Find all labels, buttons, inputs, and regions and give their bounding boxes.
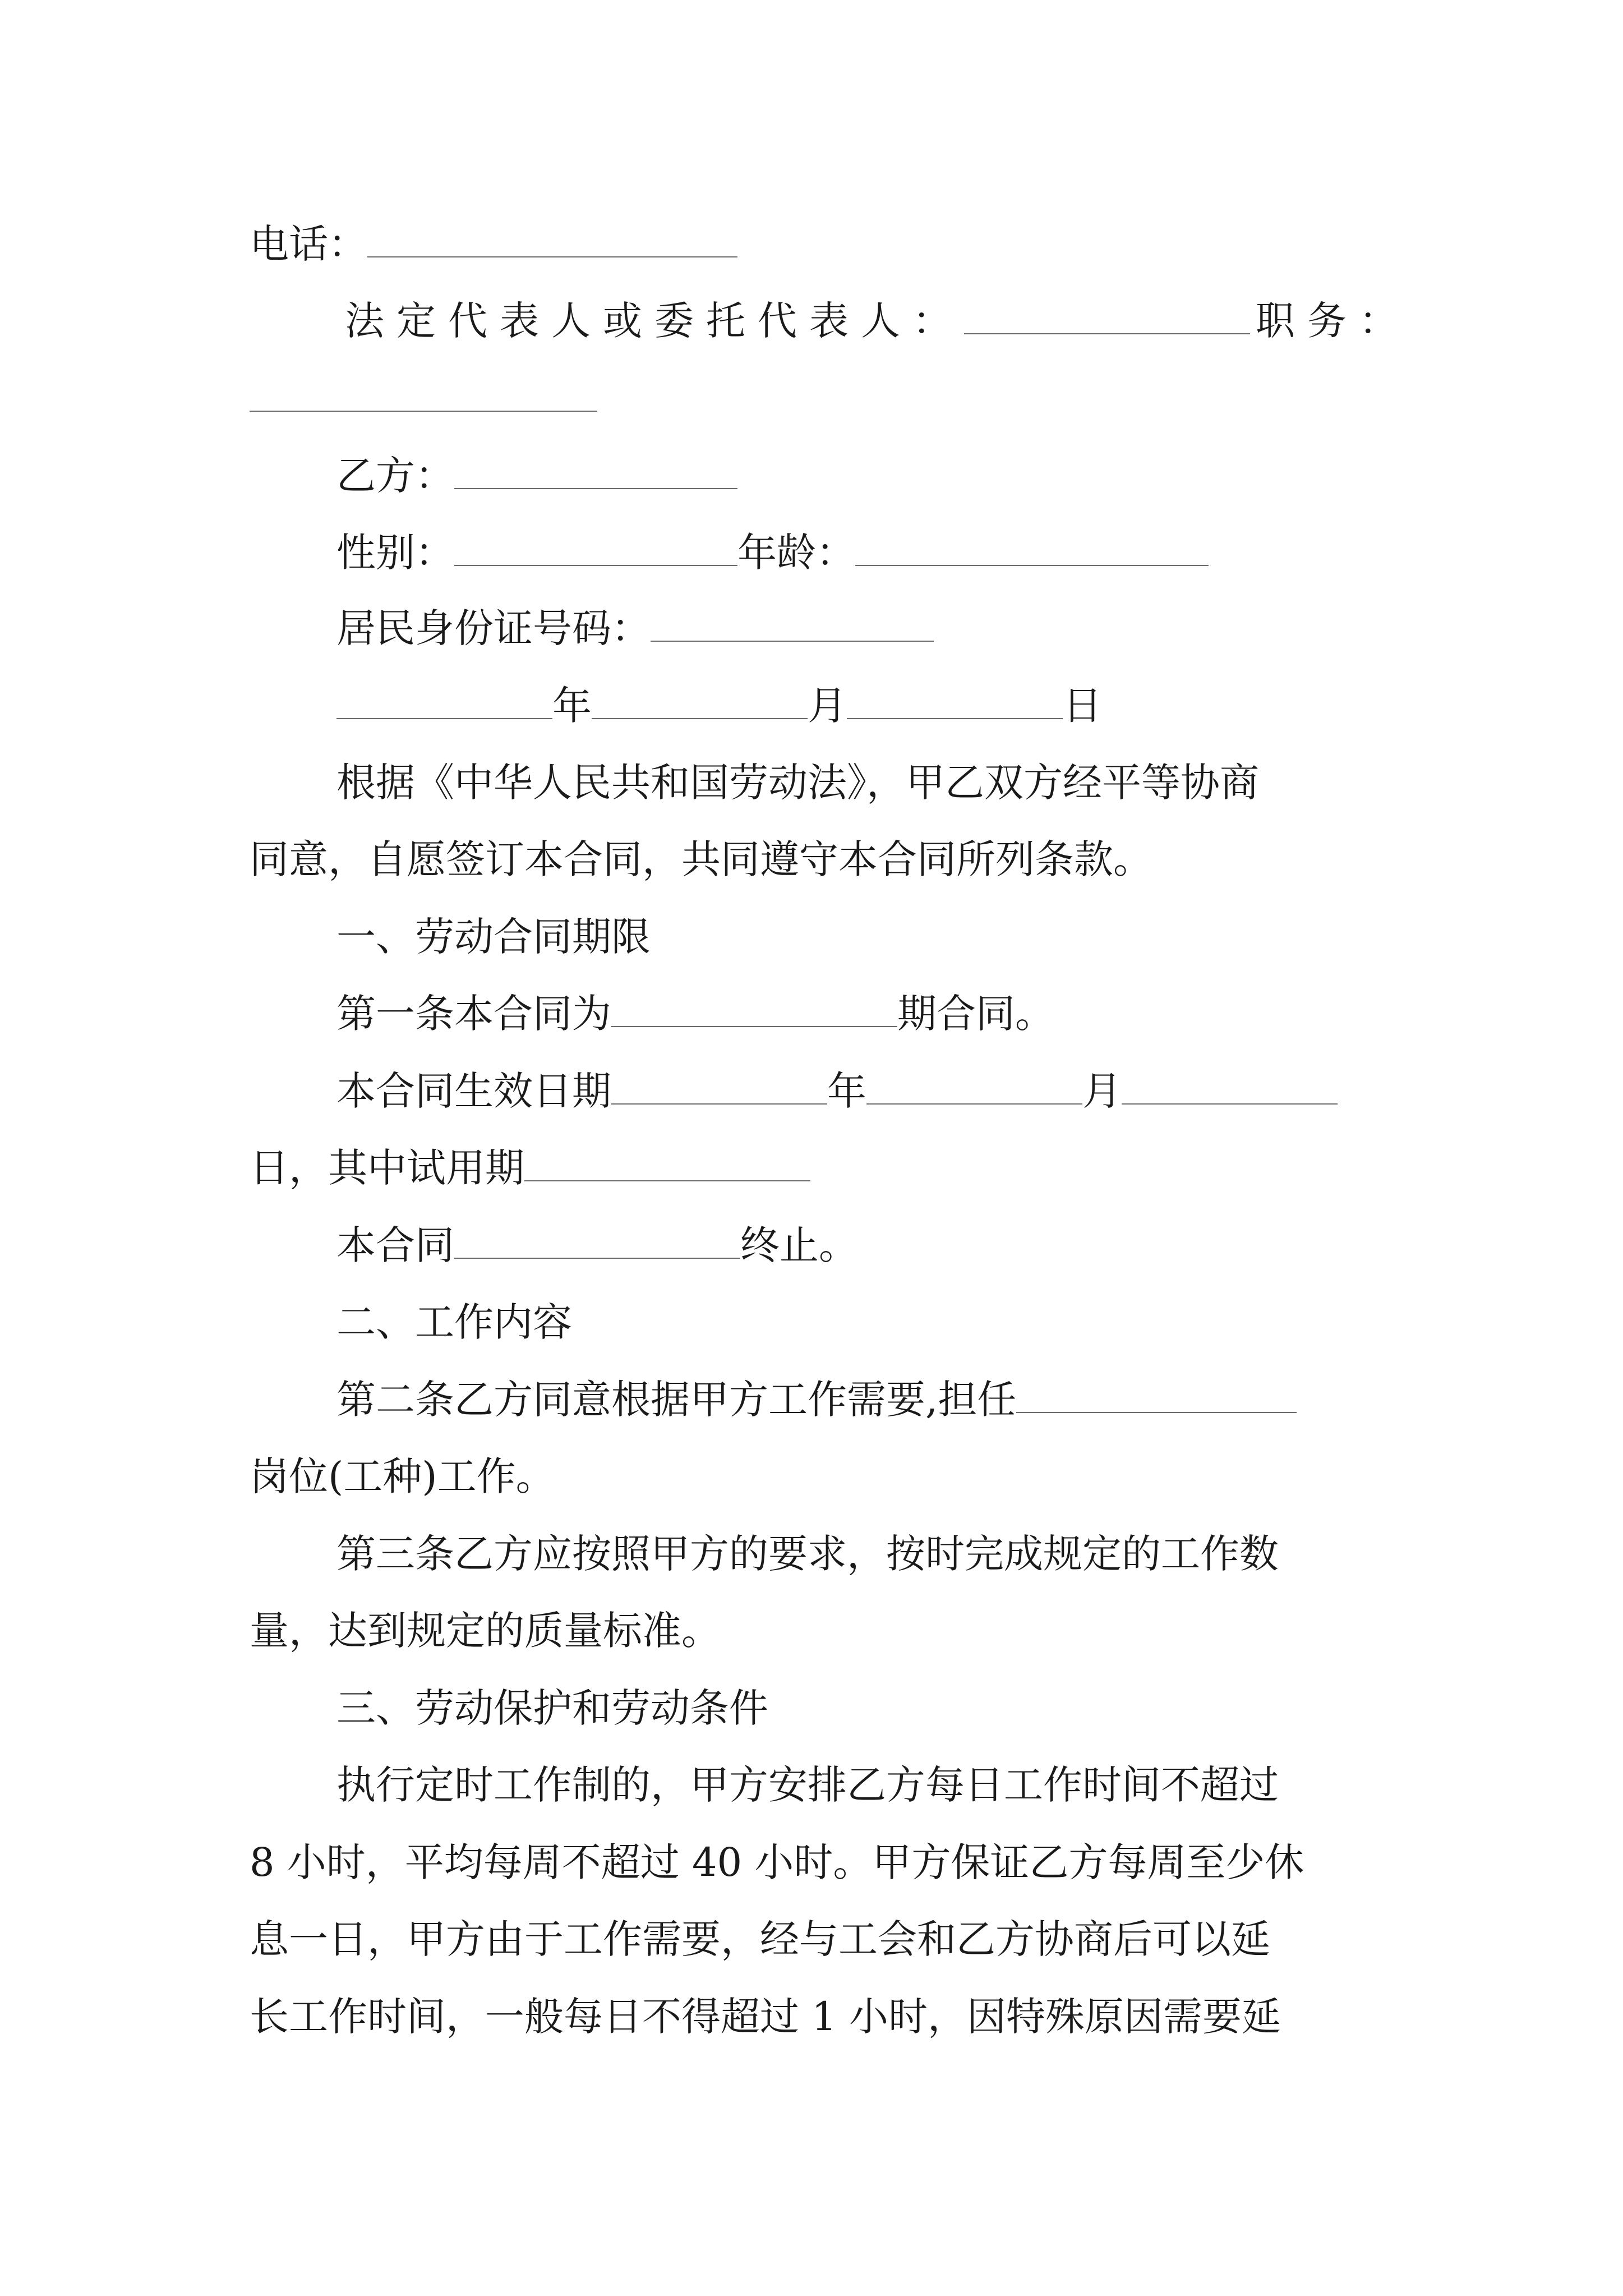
position-label: 职务： [1256, 298, 1410, 344]
effective-year-blank[interactable] [611, 1069, 827, 1105]
party-b-label: 乙方： [336, 453, 454, 499]
effective-month-blank[interactable] [866, 1069, 1082, 1105]
article-3-line-2: 量，达到规定的质量标准。 [250, 1608, 721, 1654]
probation-line [250, 1145, 810, 1190]
paragraph-line-2: 8 小时，平均每周不超过 40 小时。甲方保证乙方每周至少休 [250, 1839, 1304, 1885]
paragraph-line-4: 长工作时间，一般每日不得超过 1 小时，因特殊原因需要延 [250, 1994, 1281, 2040]
termination-prefix: 本合同 [336, 1222, 454, 1268]
intro-line-1: 根据《中华人民共和国劳动法》，甲乙双方经平等协商 [336, 760, 1259, 806]
article-1-prefix: 第一条本合同为 [336, 991, 611, 1037]
party-b-line [336, 453, 737, 498]
article-1-suffix: 期合同。 [897, 991, 1054, 1037]
intro-line-2: 同意，自愿签订本合同，共同遵守本合同所列条款。 [250, 836, 1152, 882]
position-blank[interactable] [250, 376, 597, 412]
phone-blank[interactable] [367, 222, 737, 257]
paragraph-line-1: 执行定时工作制的，甲方安排乙方每日工作时间不超过 [336, 1762, 1279, 1808]
gender-age-line [336, 530, 1209, 575]
article-3-line-1: 第三条乙方应按照甲方的要求，按时完成规定的工作数 [336, 1531, 1279, 1577]
effective-date-prefix: 本合同生效日期 [336, 1068, 611, 1114]
gender-blank[interactable] [454, 530, 737, 566]
termination-line [336, 1223, 858, 1268]
article-2-line-2: 岗位(工种)工作。 [250, 1453, 555, 1499]
date-line [336, 683, 1102, 728]
date-year-label: 年 [552, 683, 592, 729]
article-2-line-1 [336, 1377, 1297, 1422]
phone-label: 电话： [250, 221, 367, 267]
date-day-label: 日 [1063, 683, 1102, 729]
representative-label: 法定代表人或委托代表人： [345, 298, 964, 344]
date-day-blank[interactable] [847, 683, 1063, 719]
job-position-blank[interactable] [1016, 1377, 1297, 1413]
id-label: 居民身份证号码： [336, 605, 651, 651]
effective-month-label: 月 [1082, 1068, 1122, 1114]
age-blank[interactable] [855, 530, 1209, 566]
age-label: 年龄： [737, 530, 855, 576]
id-blank[interactable] [651, 606, 934, 642]
representative-line [345, 298, 1410, 343]
position-line [250, 376, 597, 421]
termination-suffix: 终止。 [740, 1222, 858, 1268]
probation-prefix: 日，其中试用期 [250, 1145, 524, 1191]
effective-day-blank[interactable] [1122, 1069, 1338, 1105]
date-month-label: 月 [808, 683, 847, 729]
date-year-blank[interactable] [336, 683, 552, 719]
paragraph-line-3: 息一日，甲方由于工作需要，经与工会和乙方协商后可以延 [250, 1916, 1270, 1962]
article-2-prefix: 第二条乙方同意根据甲方工作需要,担任 [336, 1377, 1017, 1423]
section-3-title: 三、劳动保护和劳动条件 [336, 1685, 768, 1731]
date-month-blank[interactable] [592, 683, 808, 719]
section-1-title: 一、劳动合同期限 [336, 914, 651, 960]
effective-year-label: 年 [827, 1068, 866, 1114]
effective-date-line [336, 1069, 1338, 1114]
id-line [336, 606, 934, 651]
probation-blank[interactable] [524, 1145, 810, 1181]
representative-blank[interactable] [964, 298, 1250, 334]
section-2-title: 二、工作内容 [336, 1299, 572, 1345]
phone-line [250, 222, 737, 266]
gender-label: 性别： [336, 530, 454, 576]
article-1-line [336, 991, 1054, 1036]
party-b-blank[interactable] [454, 453, 737, 489]
termination-blank[interactable] [454, 1223, 740, 1259]
contract-term-blank[interactable] [611, 991, 897, 1027]
